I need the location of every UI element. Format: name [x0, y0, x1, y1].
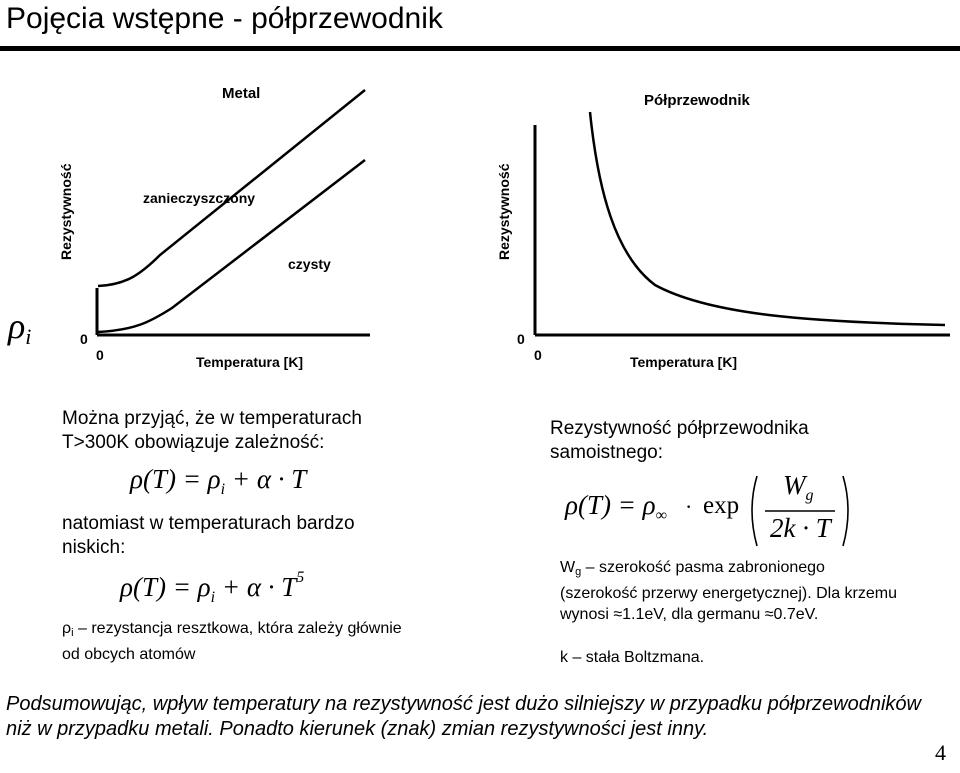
rho-i-sub: i [25, 324, 32, 349]
eq1-sub: i [220, 481, 226, 498]
left-equation-2 [120, 569, 304, 607]
metal-curve-dirty-label: zanieczyszczony [143, 190, 256, 206]
metal-plot [0, 60, 380, 380]
right-equation [565, 472, 865, 552]
eq2-lhs: ρ(T) = ρ [120, 572, 211, 602]
right-intro: Rezystywność półprzewodnika samoistnego: [550, 418, 809, 463]
right-k-desc: k – stała Boltzmana. [560, 649, 705, 666]
semi-curve [590, 112, 945, 325]
note-text: – rezystancja resztkowa, która zależy głównie od obcych atomów [62, 620, 402, 663]
metal-plot-title: Metal [222, 85, 261, 102]
req-dot: · [685, 494, 693, 519]
metal-y-zero: 0 [80, 331, 88, 347]
right-wg-desc [560, 557, 905, 625]
title-rule [0, 46, 960, 51]
semi-x-zero: 0 [534, 347, 542, 363]
left-mid: natomiast w temperaturach bardzo niskich: [62, 513, 355, 558]
eq1-rhs: + α · T [225, 464, 307, 494]
wg-symbol: W [560, 559, 576, 576]
semi-plot-title: Półprzewodnik [644, 92, 750, 109]
req-num-sub: g [805, 487, 814, 504]
eq2-sub: i [210, 589, 216, 606]
req-lhs: ρ(T) = ρ [565, 490, 656, 520]
page-title: Pojęcia wstępne - półprzewodnik [6, 2, 443, 35]
req-num: W [783, 470, 806, 500]
left-note [62, 618, 407, 665]
semi-plot-ylabel: Rezystywność [496, 163, 512, 260]
left-equation-1 [130, 464, 306, 499]
semi-plot-xlabel: Temperatura [K] [630, 354, 738, 370]
metal-curve-clean [98, 160, 365, 332]
rho-i-symbol: ρ [8, 306, 26, 346]
req-sub: ∞ [655, 507, 668, 524]
req-denominator: 2k · T [770, 513, 831, 543]
eq1-lhs: ρ(T) = ρ [130, 464, 221, 494]
req-exp: exp [703, 492, 740, 519]
left-intro: Można przyjąć, że w temperaturach T>300K obowiązuje zależność: [62, 408, 362, 453]
page-number: 4 [935, 740, 946, 765]
note-rho-sub: i [71, 627, 74, 639]
note-rho: ρ [62, 620, 72, 637]
metal-plot-xlabel: Temperatura [K] [196, 354, 304, 370]
wg-sub: g [575, 566, 582, 578]
summary-text: Podsumowując, wpływ temperatury na rezystywność jest dużo silniejszy w przypadku półprzewodników niż w przypadku metali. Ponadto kierunek (znak) zmian rezystywności jest inny. [6, 693, 921, 740]
rho-i-marker [8, 305, 31, 350]
eq2-rhs: + α · T [215, 572, 297, 602]
metal-plot-ylabel: Rezystywność [58, 163, 74, 260]
wg-text: – szerokość pasma zabronionego (szerokość przerwy energetycznej). Dla krzemu wynosi ≈1.1eV, dla germanu ≈0.7eV. [560, 559, 897, 623]
metal-curve-clean-label: czysty [288, 256, 331, 272]
semi-y-zero: 0 [517, 331, 525, 347]
eq2-sup: 5 [296, 569, 305, 586]
metal-x-zero: 0 [96, 347, 104, 363]
req-numerator [783, 470, 814, 505]
semiconductor-plot [480, 60, 960, 380]
